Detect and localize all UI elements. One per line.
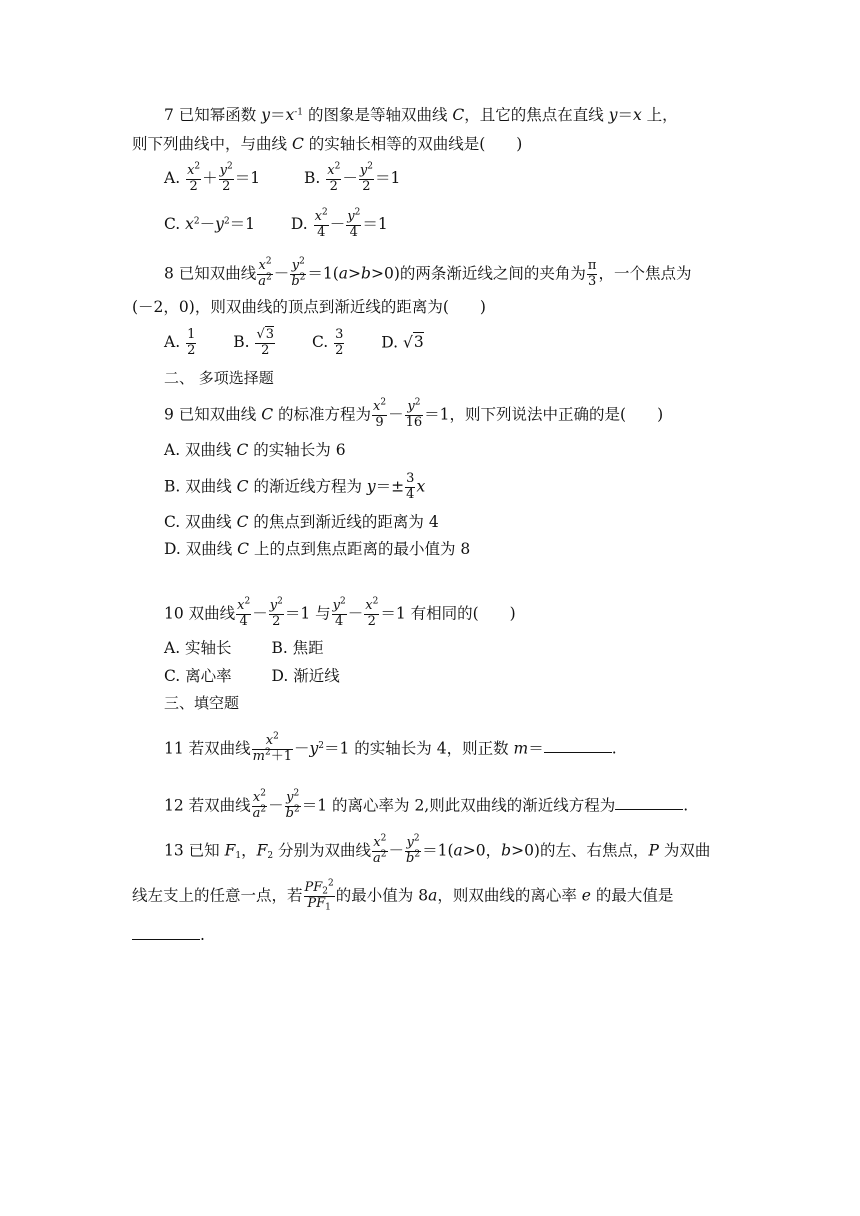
q8-option-c: C. $\frac{3}{2}$ bbox=[311, 327, 344, 358]
q8-option-a: A. $\frac{1}{2}$ bbox=[164, 327, 196, 358]
q8-option-d: D. √3 bbox=[381, 333, 424, 352]
q7-option-a: A. $\frac{x^2}{2}$ ＋ $\frac{y^2}{2}$ ＝1 bbox=[164, 161, 261, 194]
q12-stem: 12 若双曲线 $\frac{x^2}{a^2}$ － $\frac{y^2}{b^2}$ ＝1 的离心率为 2,则此双曲线的渐近线方程为 . bbox=[164, 788, 689, 821]
q7-option-c: C. $x^2-y^2=1$ bbox=[164, 215, 256, 234]
q8-line2: (－2，0)，则双曲线的顶点到渐近线的距离为( ) bbox=[132, 298, 486, 316]
q10-options-ab bbox=[164, 641, 324, 657]
q8-options bbox=[164, 328, 424, 359]
q10-option-a: A. 实轴长 bbox=[164, 639, 232, 657]
q8-line1: 8 已知双曲线 $\frac{x^2}{a^2}$ － $\frac{y^2}{b^2}$ ＝1(a>b>0)的两条渐近线之间的夹角为 $\frac{\pi}{3}$ ，一个焦点为 bbox=[164, 256, 692, 289]
q9-option-b: B. 双曲线 C 的渐近线方程为 y＝± $\frac{3}{4}$ x bbox=[164, 471, 426, 502]
answer-blank bbox=[544, 740, 612, 753]
section-heading-multiple-choice: 二、 多项选择题 bbox=[164, 369, 274, 387]
q10-options-cd bbox=[164, 669, 340, 685]
q13-line2: 线左支上的任意一点，若 $\frac{PF_2^2}{PF_1}$ 的最小值为 8a，则双曲线的离心率 e 的最大值是 bbox=[132, 878, 674, 913]
q7-option-d: D. $\frac{x^2}{4}$ － $\frac{y^2}{4}$ ＝1 bbox=[290, 207, 388, 240]
q10-option-b: B. 焦距 bbox=[271, 639, 324, 657]
q13-line1: 13 已知 $F_1$，$F_2$ 分别为双曲线 $\frac{x^2}{a^2}$ － $\frac{y^2}{b^2}$ ＝1(a>0，b>0)的左、右焦点，P 为双曲 bbox=[164, 833, 711, 866]
q10-option-c: C. 离心率 bbox=[164, 667, 232, 685]
q9-option-d: D. 双曲线 C 上的点到焦点距离的最小值为 8 bbox=[164, 540, 471, 558]
answer-blank bbox=[132, 927, 200, 940]
section-heading-fill-in: 三、填空题 bbox=[164, 694, 240, 712]
q9-option-c: C. 双曲线 C 的焦点到渐近线的距离为 4 bbox=[164, 513, 439, 531]
q11-stem: 11 若双曲线 $\frac{x^2}{m^2+1}$ $-y^2=1$ 的实轴长为 4，则正数 m＝ . bbox=[164, 731, 617, 764]
q7-line1: 7 已知幂函数 $y=x^{-1}$ 的图象是等轴双曲线 C，且它的焦点在直线 y＝x 上， bbox=[164, 106, 678, 124]
q7-options-cd bbox=[164, 207, 388, 241]
q7-line2: 则下列曲线中，与曲线 C 的实轴长相等的双曲线是( ) bbox=[132, 135, 523, 153]
q8-option-b: B. $\frac{√3}{2}$ bbox=[233, 327, 275, 358]
answer-blank bbox=[615, 797, 683, 810]
q9-option-a: A. 双曲线 C 的实轴长为 6 bbox=[164, 441, 346, 459]
q7-options-ab bbox=[164, 161, 401, 195]
q10-stem: 10 双曲线 $\frac{x^2}{4}$ － $\frac{y^2}{2}$ ＝1 与 $\frac{y^2}{4}$ － $\frac{x^2}{2}$ ＝1 有相同的( ) bbox=[164, 596, 516, 629]
q10-option-d: D. 渐近线 bbox=[271, 667, 340, 685]
q13-line3: . bbox=[132, 927, 205, 944]
q9-stem: 9 已知双曲线 C 的标准方程为 $\frac{x^2}{9}$ － $\frac{y^2}{16}$ ＝1，则下列说法中正确的是( ) bbox=[164, 397, 664, 430]
q7-option-b: B. $\frac{x^2}{2}$ － $\frac{y^2}{2}$ ＝1 bbox=[304, 161, 401, 194]
